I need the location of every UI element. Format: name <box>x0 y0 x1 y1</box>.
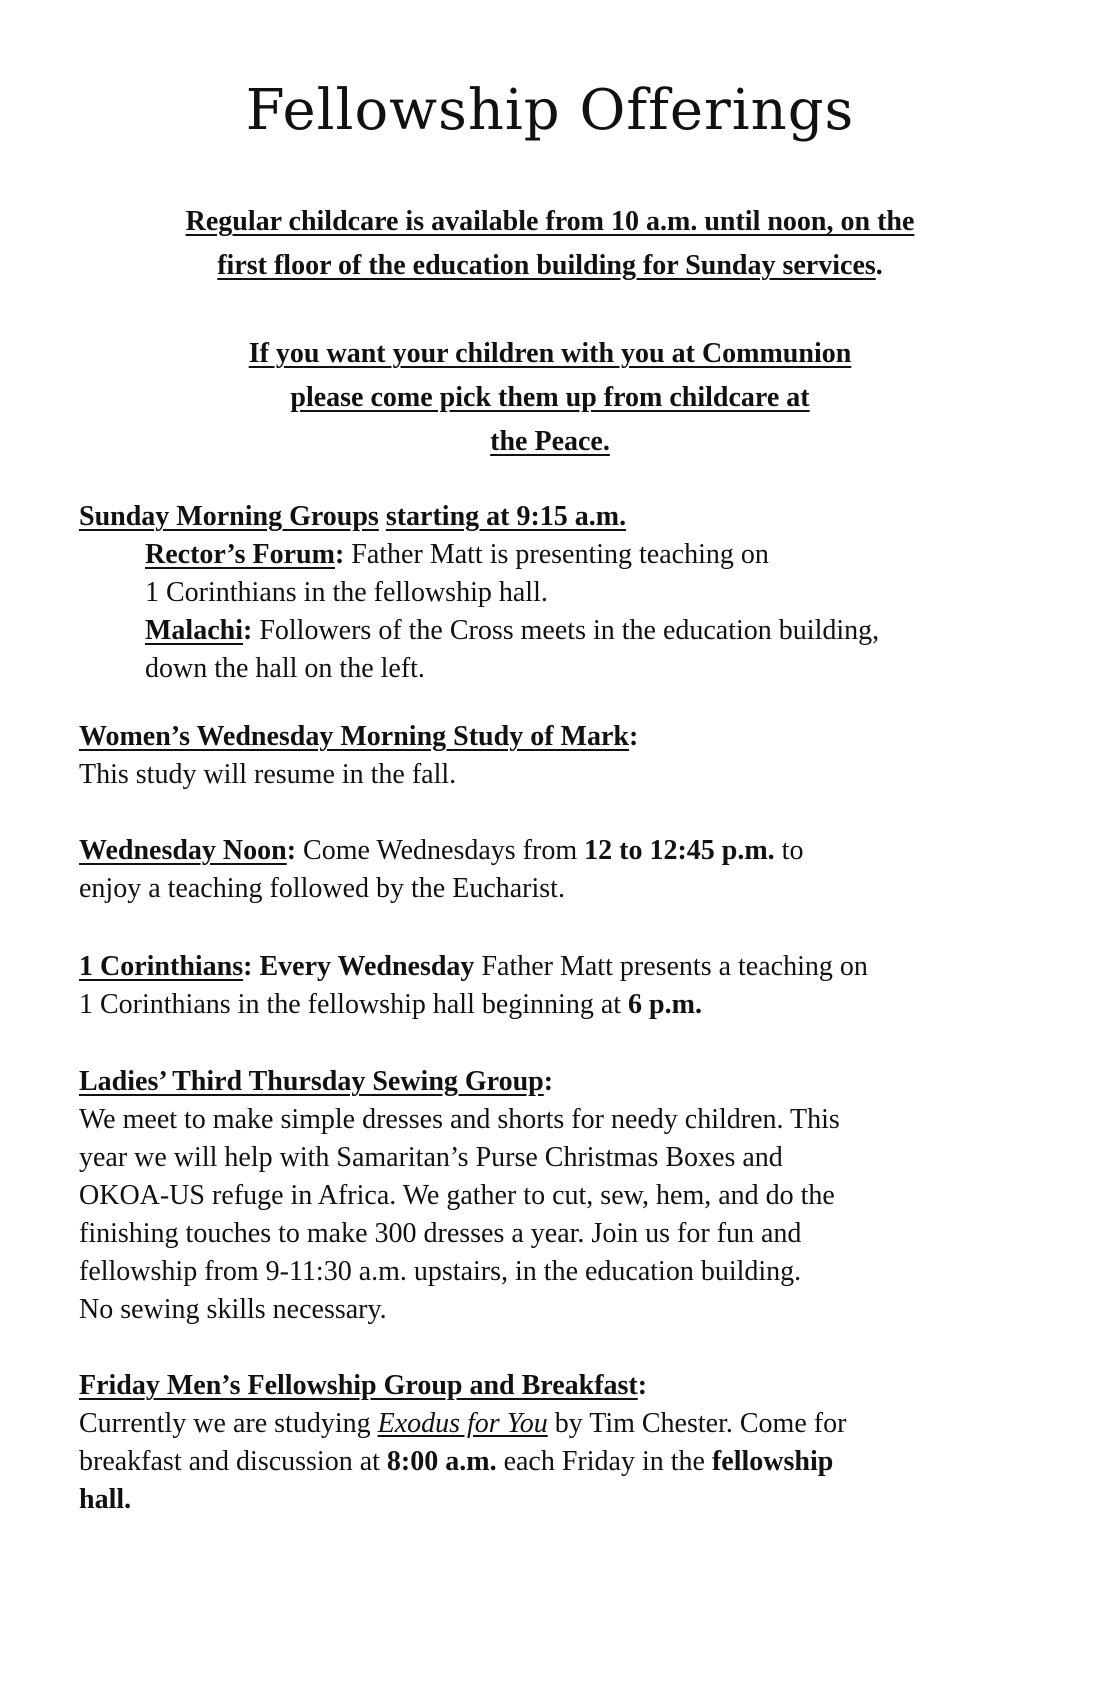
sewing-line: We meet to make simple dresses and shorts for needy children. This <box>79 1104 840 1135</box>
communion-line-3: the Peace. <box>490 426 610 457</box>
wednesday-noon-text-3: enjoy a teaching followed by the Eucharist. <box>79 873 565 904</box>
mens-fellowship-section <box>79 1367 1039 1519</box>
mens-place-1: fellowship <box>711 1446 834 1477</box>
sewing-group-heading: Ladies’ Third Thursday Sewing Group <box>79 1066 544 1097</box>
corinthians-text-1: Father Matt presents a teaching on <box>474 951 868 982</box>
corinthians-section <box>79 948 1039 1024</box>
communion-line-2: please come pick them up from childcare at <box>290 382 810 413</box>
sunday-groups-section <box>79 498 1039 688</box>
page-title: Fellowship Offerings <box>245 78 855 143</box>
sewing-group-colon: : <box>543 1066 554 1097</box>
wednesday-noon-time: 12 to 12:45 p.m. <box>584 835 775 866</box>
sewing-line: finishing touches to make 300 dresses a year. Join us for fun and <box>79 1218 802 1249</box>
book-title: Exodus for You <box>377 1408 548 1439</box>
rectors-forum-label: Rector’s Forum <box>145 539 335 570</box>
rectors-forum-text-1: Father Matt is presenting teaching on <box>344 539 769 570</box>
mens-fellowship-heading: Friday Men’s Fellowship Group and Breakfast <box>79 1370 638 1401</box>
childcare-line-1: Regular childcare is available from 10 a.m. until noon, on the <box>185 206 915 237</box>
corinthians-text-2: 1 Corinthians in the fellowship hall beginning at <box>79 989 629 1020</box>
womens-study-text: This study will resume in the fall. <box>79 759 457 790</box>
sunday-groups-time: starting at 9:15 a.m. <box>385 501 627 532</box>
malachi-label: Malachi <box>145 615 243 646</box>
sewing-line: No sewing skills necessary. <box>79 1294 387 1325</box>
wednesday-noon-section <box>79 832 1039 908</box>
malachi-text-2: down the hall on the left. <box>145 653 425 684</box>
sewing-group-section <box>79 1063 1039 1329</box>
wednesday-noon-text-2: to <box>774 835 804 866</box>
sewing-line: OKOA-US refuge in Africa. We gather to cut, sew, hem, and do the <box>79 1180 835 1211</box>
mens-time: 8:00 a.m. <box>386 1446 497 1477</box>
mens-fellowship-colon: : <box>637 1370 648 1401</box>
corinthians-heading: 1 Corinthians <box>79 951 244 982</box>
mens-text-2: by Tim Chester. Come for <box>547 1408 847 1439</box>
corinthians-colon: : <box>243 951 253 982</box>
childcare-period: . <box>875 250 883 281</box>
communion-notice <box>0 332 1100 464</box>
malachi-text-1: Followers of the Cross meets in the education building, <box>252 615 880 646</box>
mens-text-4: each Friday in the <box>496 1446 712 1477</box>
corinthians-every: Every Wednesday <box>252 951 475 982</box>
mens-place-2: hall. <box>79 1484 132 1515</box>
rectors-colon: : <box>334 539 345 570</box>
mens-text-3: breakfast and discussion at <box>79 1446 387 1477</box>
mens-text-1: Currently we are studying <box>79 1408 378 1439</box>
womens-study-section <box>79 718 1039 794</box>
wednesday-noon-colon: : <box>286 835 297 866</box>
wednesday-noon-text-1: Come Wednesdays from <box>296 835 585 866</box>
communion-line-1: If you want your children with you at Communion <box>248 338 852 369</box>
rectors-forum-text-2: 1 Corinthians in the fellowship hall. <box>145 577 548 608</box>
childcare-line-2: first floor of the education building for Sunday services <box>217 250 876 281</box>
corinthians-time: 6 p.m. <box>628 989 702 1020</box>
womens-study-heading: Women’s Wednesday Morning Study of Mark <box>79 721 629 752</box>
sewing-line: fellowship from 9-11:30 a.m. upstairs, in the education building. <box>79 1256 802 1287</box>
sunday-groups-heading: Sunday Morning Groups <box>79 501 379 532</box>
wednesday-noon-heading: Wednesday Noon <box>79 835 287 866</box>
malachi-colon: : <box>243 615 253 646</box>
childcare-notice <box>0 200 1100 288</box>
womens-study-colon: : <box>628 721 639 752</box>
sewing-line: year we will help with Samaritan’s Purse Christmas Boxes and <box>79 1142 783 1173</box>
